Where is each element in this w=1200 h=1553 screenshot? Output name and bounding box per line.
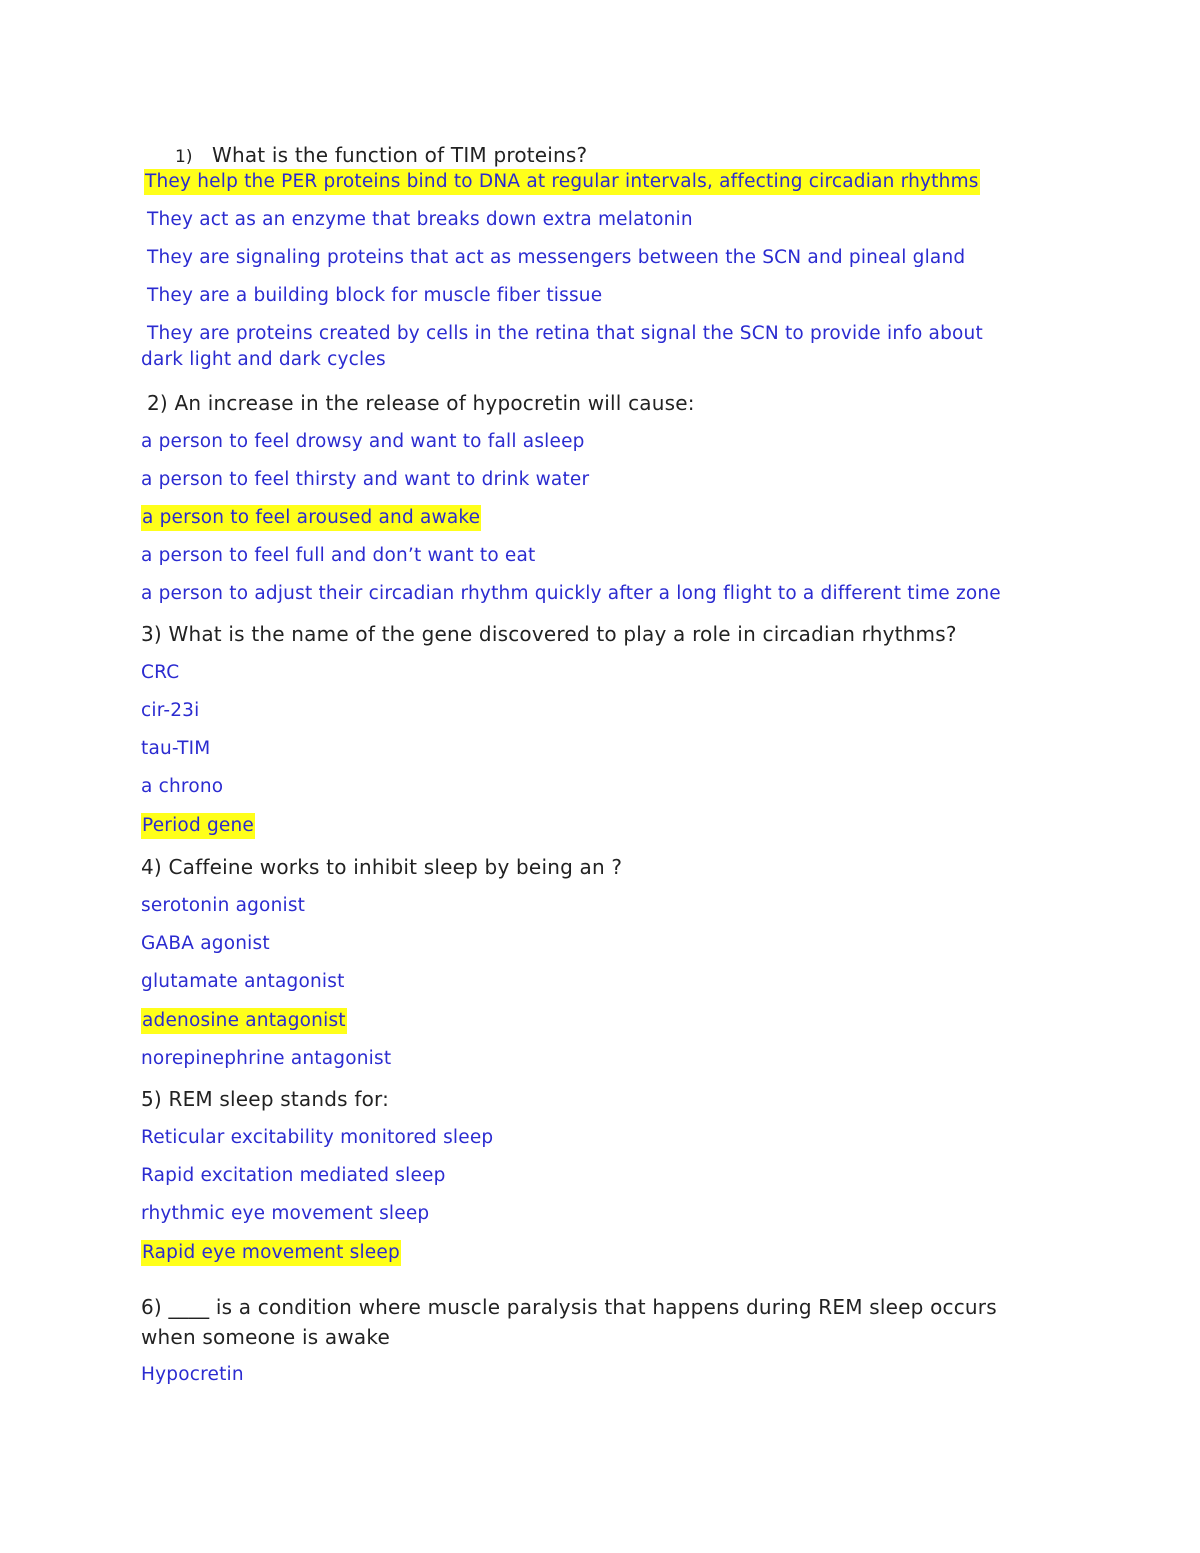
question-1-option-2: They act as an enzyme that breaks down extra melatonin bbox=[147, 209, 693, 230]
question-5-option-2: Rapid excitation mediated sleep bbox=[141, 1165, 446, 1186]
highlighted-answer: Period gene bbox=[141, 813, 255, 839]
question-5-text: 5) REM sleep stands for: bbox=[141, 1087, 390, 1111]
highlighted-answer: a person to feel aroused and awake bbox=[141, 505, 481, 531]
question-3-text: 3) What is the name of the gene discovered to play a role in circadian rhythms? bbox=[141, 622, 957, 646]
highlighted-answer: adenosine antagonist bbox=[141, 1008, 347, 1034]
question-2-option-3 bbox=[141, 509, 481, 528]
question-3-option-2: cir-23i bbox=[141, 700, 200, 721]
question-1-number: 1) bbox=[175, 147, 193, 167]
question-4-text: 4) Caffeine works to inhibit sleep by being an ? bbox=[141, 855, 623, 879]
question-6-option-1: Hypocretin bbox=[141, 1364, 244, 1385]
question-1-option-3: They are signaling proteins that act as messengers between the SCN and pineal gland bbox=[147, 247, 966, 268]
highlighted-answer: They help the PER proteins bind to DNA at regular intervals, affecting circadian rhythms bbox=[144, 169, 980, 195]
question-4-option-4 bbox=[141, 1012, 347, 1031]
question-5-option-3: rhythmic eye movement sleep bbox=[141, 1203, 430, 1224]
question-3-option-4: a chrono bbox=[141, 776, 224, 797]
question-1-option-1 bbox=[144, 173, 980, 192]
question-1-option-5: They are proteins created by cells in the retina that signal the SCN to provide info about dark light and dark cycles bbox=[141, 323, 983, 370]
question-2-text: 2) An increase in the release of hypocretin will cause: bbox=[147, 391, 695, 415]
question-4-option-2: GABA agonist bbox=[141, 933, 270, 954]
question-1-option-4: They are a building block for muscle fiber tissue bbox=[147, 285, 603, 306]
question-5-option-1: Reticular excitability monitored sleep bbox=[141, 1127, 494, 1148]
question-3-option-5 bbox=[141, 817, 255, 836]
question-2-option-2: a person to feel thirsty and want to drink water bbox=[141, 469, 590, 490]
question-5-option-4 bbox=[141, 1244, 401, 1263]
question-2-option-1: a person to feel drowsy and want to fall asleep bbox=[141, 431, 585, 452]
question-4-option-5: norepinephrine antagonist bbox=[141, 1048, 392, 1069]
question-2-option-5: a person to adjust their circadian rhythm quickly after a long flight to a different time zone bbox=[141, 583, 1001, 604]
question-3-option-3: tau-TIM bbox=[141, 738, 211, 759]
question-2-option-4: a person to feel full and don’t want to eat bbox=[141, 545, 536, 566]
highlighted-answer: Rapid eye movement sleep bbox=[141, 1240, 401, 1266]
question-4-option-1: serotonin agonist bbox=[141, 895, 306, 916]
question-3-option-1: CRC bbox=[141, 662, 180, 683]
question-1-text: What is the function of TIM proteins? bbox=[212, 143, 588, 167]
question-6-text: 6) ____ is a condition where muscle paralysis that happens during REM sleep occurs when someone is awake bbox=[141, 1295, 997, 1349]
question-4-option-3: glutamate antagonist bbox=[141, 971, 345, 992]
